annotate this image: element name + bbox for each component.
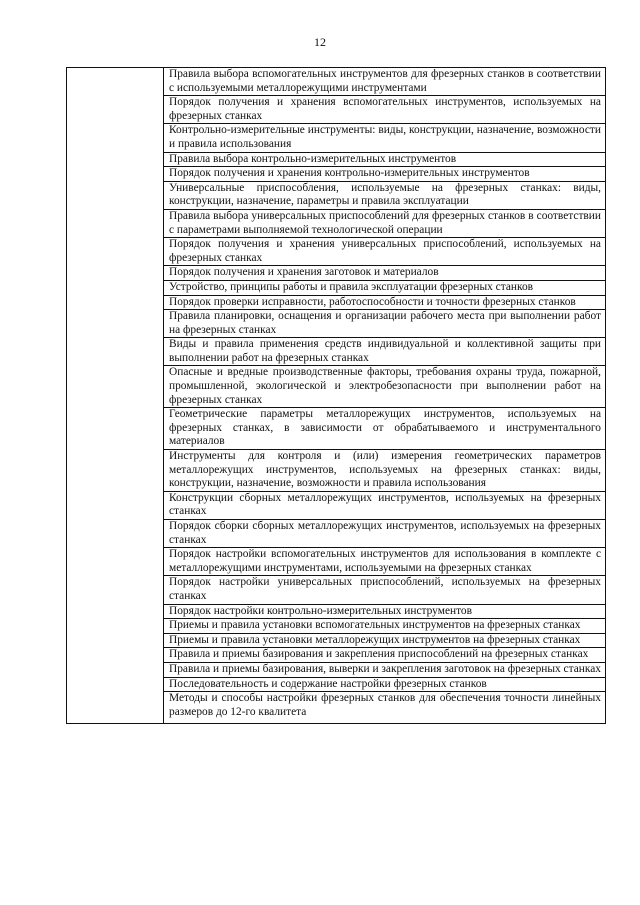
requirement-cell: Универсальные приспособления, используемые на фрезерных станках: виды, конструкции, назначение, параметры и правила эксплуатации <box>164 181 606 209</box>
requirement-cell: Правила и приемы базирования, выверки и закрепления заготовок на фрезерных станках <box>164 662 606 677</box>
requirement-cell: Порядок настройки контрольно-измерительных инструментов <box>164 604 606 619</box>
requirement-cell: Методы и способы настройки фрезерных станков для обеспечения точности линейных размеров до 12-го квалитета <box>164 692 606 724</box>
requirement-cell: Последовательность и содержание настройки фрезерных станков <box>164 677 606 692</box>
requirement-cell: Устройство, принципы работы и правила эксплуатации фрезерных станков <box>164 280 606 295</box>
requirement-cell: Приемы и правила установки металлорежущих инструментов на фрезерных станках <box>164 633 606 648</box>
knowledge-requirements-table <box>66 67 606 724</box>
requirement-cell: Порядок настройки вспомогательных инструментов для использования в комплекте с металлорежущими инструментами, используемыми на фрезерных станках <box>164 548 606 576</box>
page-number: 12 <box>314 35 326 49</box>
requirement-cell: Конструкции сборных металлорежущих инструментов, используемых на фрезерных станках <box>164 491 606 519</box>
left-column-cell <box>67 68 164 724</box>
table-row <box>67 68 606 96</box>
requirement-cell: Геометрические параметры металлорежущих инструментов, используемых на фрезерных станках, в зависимости от обрабатываемого и инструментального материалов <box>164 408 606 450</box>
table-body <box>67 68 606 724</box>
requirement-cell: Контрольно-измерительные инструменты: виды, конструкции, назначение, возможности и правила использования <box>164 124 606 152</box>
requirement-cell: Порядок сборки сборных металлорежущих инструментов, используемых на фрезерных станках <box>164 520 606 548</box>
requirement-cell: Правила выбора универсальных приспособлений для фрезерных станков в соответствии с параметрами выполняемой технологической операции <box>164 209 606 237</box>
requirement-cell: Порядок получения и хранения вспомогательных инструментов, используемых на фрезерных станках <box>164 96 606 124</box>
requirement-cell: Правила и приемы базирования и закрепления приспособлений на фрезерных станках <box>164 648 606 663</box>
requirement-cell: Порядок проверки исправности, работоспособности и точности фрезерных станков <box>164 295 606 310</box>
requirement-cell: Порядок получения и хранения универсальных приспособлений, используемых на фрезерных станках <box>164 238 606 266</box>
requirement-cell: Порядок получения и хранения контрольно-измерительных инструментов <box>164 167 606 182</box>
requirement-cell: Порядок получения и хранения заготовок и материалов <box>164 266 606 281</box>
requirement-cell: Правила планировки, оснащения и организации рабочего места при выполнении работ на фрезерных станках <box>164 310 606 338</box>
requirement-cell: Правила выбора вспомогательных инструментов для фрезерных станков в соответствии с используемыми металлорежущими инструментами <box>164 68 606 96</box>
requirement-cell: Виды и правила применения средств индивидуальной и коллективной защиты при выполнении работ на фрезерных станках <box>164 338 606 366</box>
requirement-cell: Инструменты для контроля и (или) измерения геометрических параметров металлорежущих инструментов, используемых на фрезерных станках: виды, конструкции, назначение, возможности и правила использования <box>164 450 606 492</box>
requirement-cell: Порядок настройки универсальных приспособлений, используемых на фрезерных станках <box>164 576 606 604</box>
requirement-cell: Приемы и правила установки вспомогательных инструментов на фрезерных станках <box>164 619 606 634</box>
requirement-cell: Опасные и вредные производственные факторы, требования охраны труда, пожарной, промышленной, экологической и электробезопасности при выполнении работ на фрезерных станках <box>164 366 606 408</box>
requirement-cell: Правила выбора контрольно-измерительных инструментов <box>164 152 606 167</box>
